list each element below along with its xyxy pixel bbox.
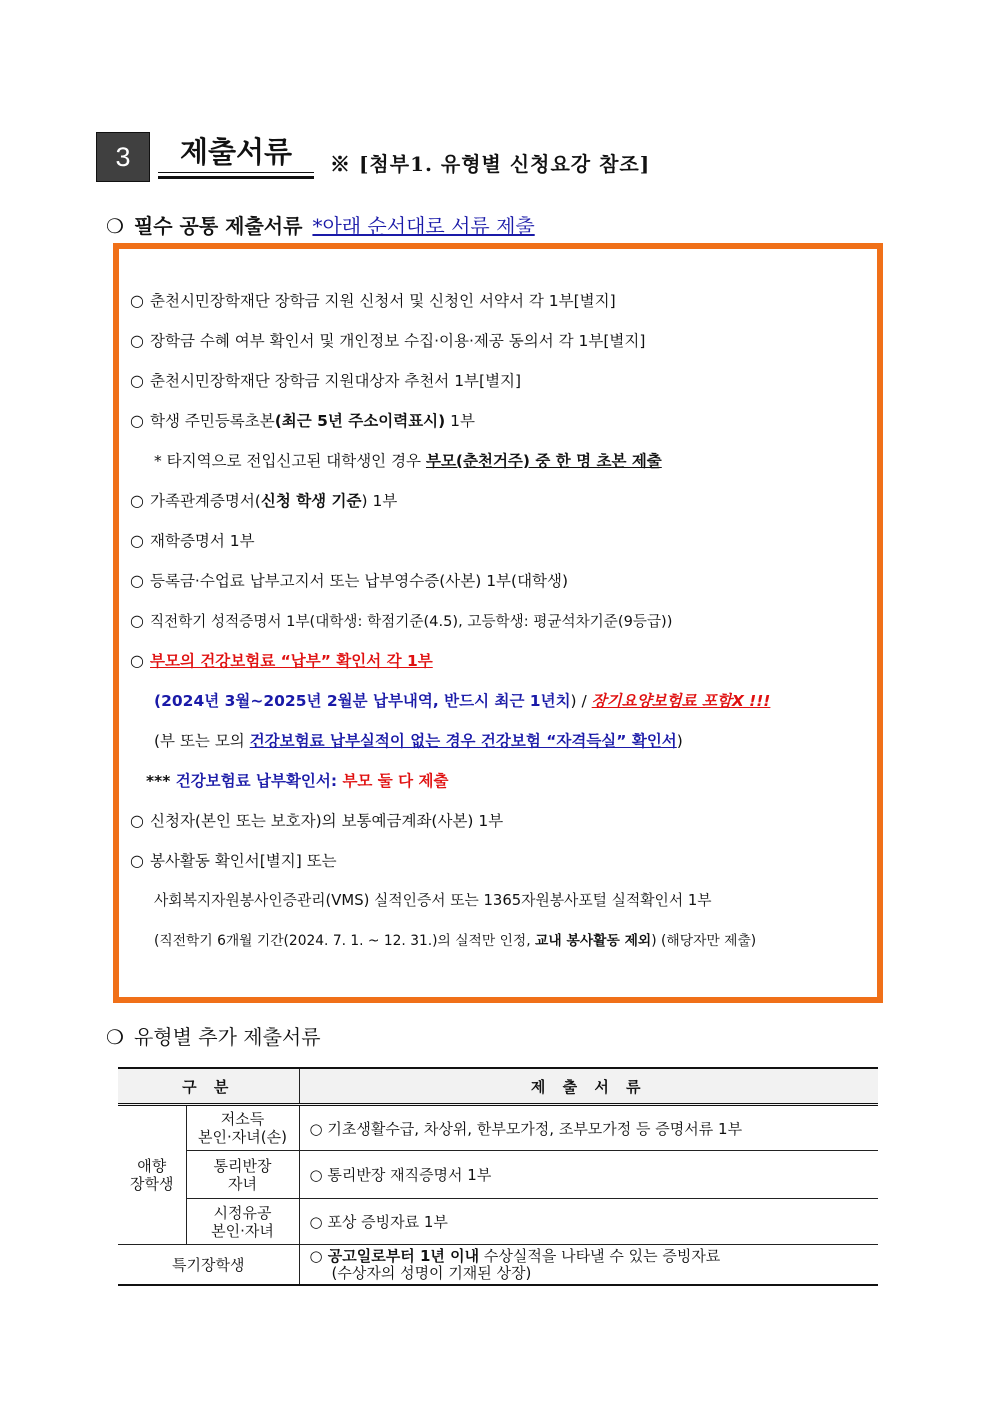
row-doc: ○ 통리반장 재직증명서 1부 <box>299 1151 878 1199</box>
item-text: 학생 주민등록초본 <box>150 412 275 430</box>
list-item <box>130 287 616 315</box>
item-text: *** <box>146 772 176 790</box>
bullet-icon: ❍ <box>106 214 124 238</box>
list-item <box>130 607 672 635</box>
list-item-note <box>154 927 756 955</box>
circle-icon: ○ <box>130 851 144 870</box>
group-label: 애향 장학생 <box>118 1105 186 1245</box>
item-text: 1부 <box>445 412 475 430</box>
item-text: 봉사활동 확인서[별지] 또는 <box>150 852 337 870</box>
section-note: ※ [첨부1. 유형별 신청요강 참조] <box>330 152 651 176</box>
list-item <box>130 367 521 395</box>
item-text: 재학증명서 1부 <box>150 532 255 550</box>
item-text-highlight: 부모 둘 다 제출 <box>342 772 449 790</box>
circle-icon: ○ <box>130 531 144 550</box>
circle-icon: ○ <box>130 331 144 350</box>
additional-heading-text: 유형별 추가 제출서류 <box>133 1025 321 1049</box>
required-heading-text: 필수 공통 제출서류 <box>133 214 303 238</box>
item-text: 등록금·수업료 납부고지서 또는 납부영수증(사본) 1부(대학생) <box>150 572 569 590</box>
header-documents: 제 출 서 류 <box>299 1068 878 1105</box>
required-heading-note: *아래 순서대로 서류 제출 <box>312 214 535 238</box>
circle-icon: ○ <box>130 291 144 310</box>
row-type: 저소득 본인·자녀(손) <box>186 1105 299 1151</box>
row-type: 특기장학생 <box>118 1245 299 1285</box>
item-text-bold: 신청 학생 기준 <box>260 492 362 510</box>
list-item <box>130 327 645 355</box>
item-text-blue: (2024년 3월~2025년 2월분 납부내역, 반드시 최근 1년치 <box>154 692 571 710</box>
item-text: ) 1부 <box>361 492 398 510</box>
row-doc: ○ 기초생활수급, 차상위, 한부모가정, 조부모가정 등 증명서류 1부 <box>299 1105 878 1151</box>
section-title-underline <box>158 176 314 179</box>
item-text: 춘천시민장학재단 장학금 지원 신청서 및 신청인 서약서 각 1부[별지] <box>150 292 616 310</box>
item-text-bold: (최근 5년 주소이력표시) <box>274 412 446 430</box>
item-text: 직전학기 성적증명서 1부(대학생: 학점기준(4.5), 고등학생: 평균석차기준(9등급)) <box>150 613 673 630</box>
additional-heading <box>106 1021 321 1050</box>
list-item-note <box>146 767 448 795</box>
table-header-row <box>118 1068 878 1105</box>
list-item-note <box>154 887 712 915</box>
table-row <box>118 1151 878 1199</box>
circle-icon: ○ <box>130 371 144 390</box>
item-text-highlight: 장기요양보험료 포함X !!! <box>591 692 771 710</box>
list-item-note <box>154 727 683 755</box>
list-item <box>130 407 475 435</box>
circle-icon: ○ <box>130 611 144 630</box>
row-doc <box>299 1245 878 1285</box>
header-category: 구 분 <box>118 1068 299 1105</box>
item-text: (부 또는 모의 <box>154 732 250 750</box>
list-item-note <box>154 447 662 475</box>
item-text: 사회복지자원봉사인증관리(VMS) 실적인증서 또는 1365자원봉사포털 실적확인서 1부 <box>154 892 712 909</box>
row-doc-bold: ○ 공고일로부터 1년 이내 <box>309 1246 480 1265</box>
item-text: 춘천시민장학재단 장학금 지원대상자 추천서 1부[별지] <box>150 372 522 390</box>
circle-icon: ○ <box>130 811 144 830</box>
row-type: 통리반장 자녀 <box>186 1151 299 1199</box>
item-text-blue: 건강보험료 납부실적이 없는 경우 건강보험 “자격득실” 확인서 <box>249 732 677 750</box>
row-type: 시정유공 본인·자녀 <box>186 1199 299 1245</box>
table-row <box>118 1245 878 1285</box>
item-text: 장학금 수혜 여부 확인서 및 개인정보 수집·이용·제공 동의서 각 1부[별지] <box>150 332 646 350</box>
required-heading <box>106 210 535 239</box>
item-text: ) (해당자만 제출) <box>651 933 757 949</box>
item-text: ) <box>676 732 683 750</box>
item-text: * 타지역으로 전입신고된 대학생인 경우 <box>154 452 426 470</box>
section-header <box>96 132 796 182</box>
item-text: ) / <box>570 692 592 710</box>
circle-icon: ○ <box>130 411 144 430</box>
item-text: 가족관계증명서( <box>150 492 261 510</box>
item-text-highlight: 부모의 건강보험료 “납부” 확인서 각 1부 <box>150 652 433 670</box>
item-text-bold: 부모(춘천거주) 중 한 명 초본 제출 <box>425 452 662 470</box>
row-doc-sub: (수상자의 성명이 기재된 상장) <box>331 1263 532 1282</box>
item-text: 신청자(본인 또는 보호자)의 보통예금계좌(사본) 1부 <box>150 812 504 830</box>
item-text: (직전학기 6개월 기간(2024. 7. 1. ~ 12. 31.)의 실적만 인정, <box>154 933 536 949</box>
item-text-bold: 교내 봉사활동 제외 <box>535 933 652 949</box>
list-item <box>130 567 568 595</box>
list-item-note <box>154 687 770 715</box>
circle-icon: ○ <box>130 491 144 510</box>
item-text-blue: 건강보험료 납부확인서: <box>175 772 343 790</box>
list-item <box>130 527 255 555</box>
row-doc-text: 수상실적을 나타낼 수 있는 증빙자료 <box>479 1246 721 1265</box>
table-row <box>118 1199 878 1245</box>
circle-icon: ○ <box>130 651 144 670</box>
section-number: 3 <box>96 132 150 182</box>
row-doc: ○ 포상 증빙자료 1부 <box>299 1199 878 1245</box>
list-item <box>130 847 337 875</box>
bullet-icon: ❍ <box>106 1025 124 1049</box>
additional-docs-table <box>118 1067 878 1286</box>
table-row <box>118 1105 878 1151</box>
list-item <box>130 487 397 515</box>
circle-icon: ○ <box>130 571 144 590</box>
list-item <box>130 807 503 835</box>
section-title: 제출서류 <box>158 132 314 173</box>
list-item <box>130 647 433 675</box>
